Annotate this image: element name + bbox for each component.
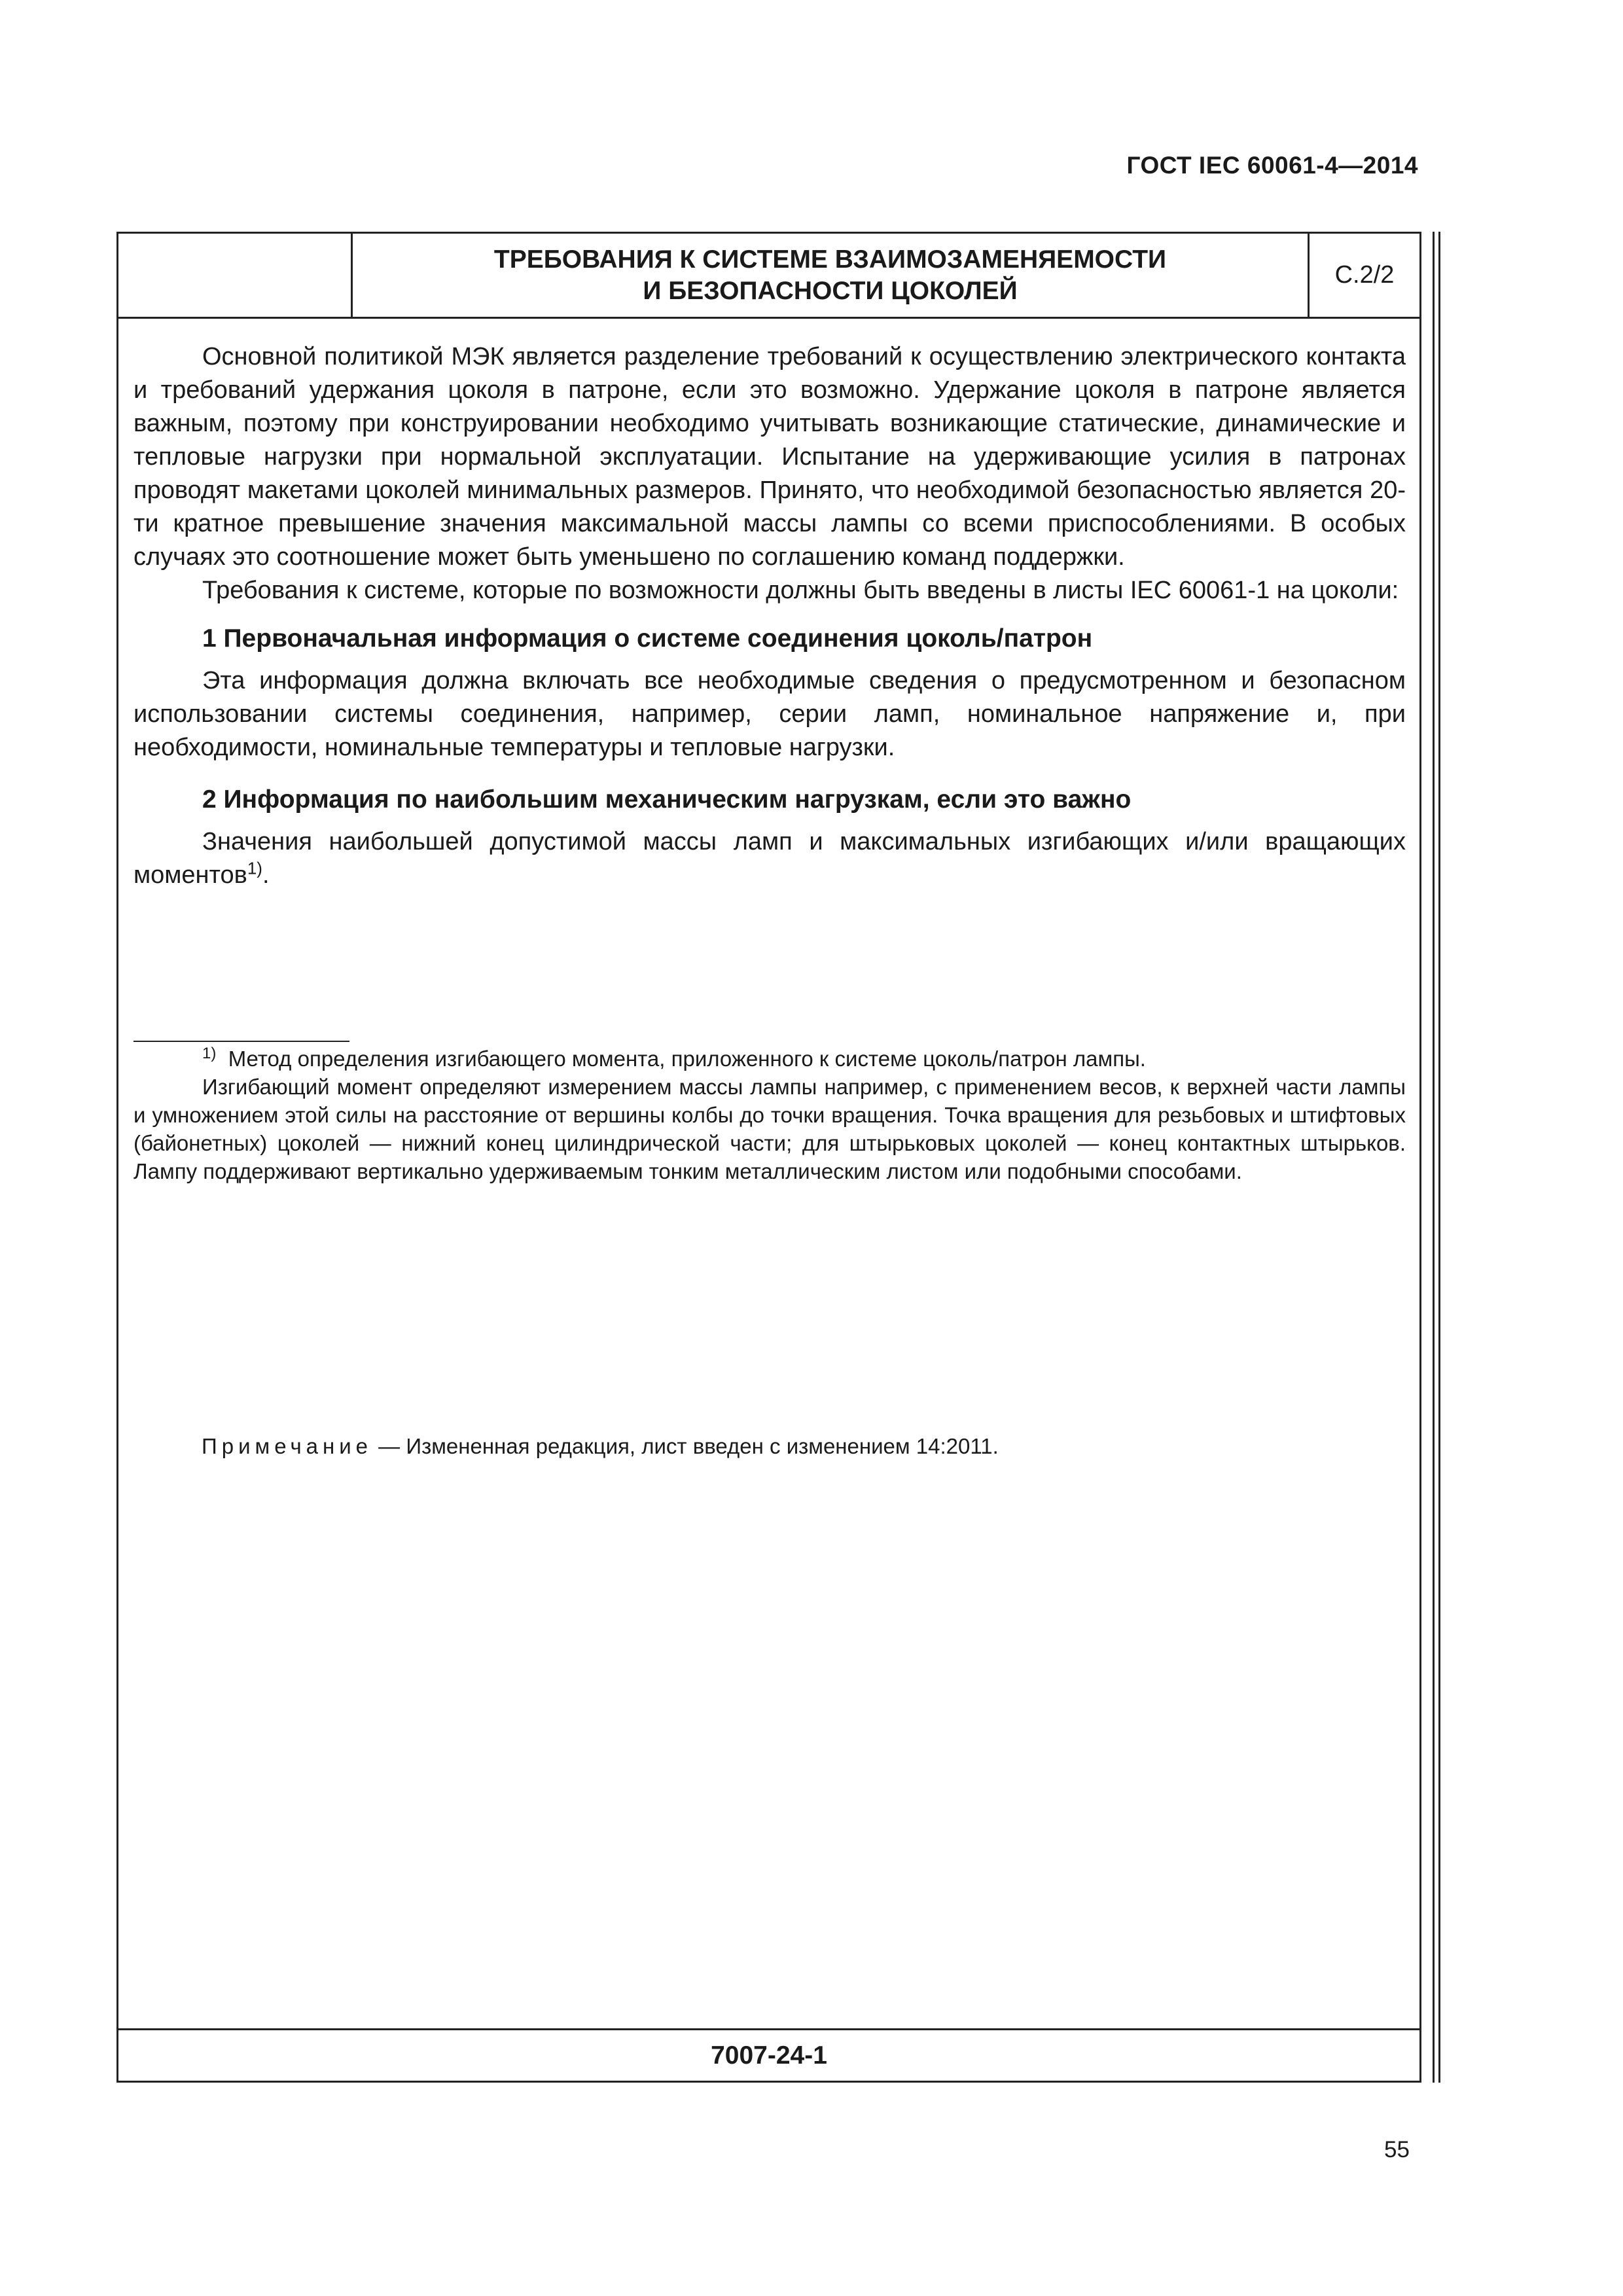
section-2-text-end: . [262,861,270,889]
header-empty-cell [118,234,353,317]
footnote-1 [134,1045,1406,1073]
sheet-number: 7007-24-1 [118,2028,1419,2081]
section-1-text: Эта информация должна включать все необходимые сведения о предусмотренном и безопасном использовании системы соединения, например, серии ламп, номинальное напряжение и, при необходимости, номинальные температуры и тепловые нагрузки. [134,667,1406,761]
sheet-body [134,340,1406,892]
section-1-title: 1 Первоначальная информация о системе соединения цоколь/патрон [202,624,1093,653]
sheet-header [118,234,1419,319]
sheet-title [353,234,1310,317]
footnote-1-detail: Изгибающий момент определяют измерением массы лампы например, с применением весов, к верхней части лампы и умножением этой силы на расстояние от вершины колбы до точки вращения. Точка вращения для резьбовых и штифтовых (байонетных) цоколей — нижний конец цилиндрической части; для штырьковых цоколей — конец контактных штырьков. Лампу поддерживают вертикально удерживаемым тонким металлическим листом или подобными способами. [134,1075,1406,1183]
footnote-1-text: Метод определения изгибающего момента, приложенного к системе цоколь/патрон лампы. [228,1047,1146,1071]
footnote-ref[interactable]: 1) [247,858,262,878]
footnotes [134,1045,1406,1185]
sheet-title-line1: ТРЕБОВАНИЯ К СИСТЕМЕ ВЗАИМОЗАМЕНЯЕМОСТИ [493,245,1167,274]
paragraph-requirements: Требования к системе, которые по возможности должны быть введены в листы IEC 60061-1 на цоколи: [202,577,1399,604]
sheet-title-line2: И БЕЗОПАСНОСТИ ЦОКОЛЕЙ [643,276,1018,305]
page-number: 55 [1384,2137,1410,2162]
paragraph-policy: Основной политикой МЭК является разделение требований к осуществлению электрического контакта и требований удержания цоколя в патроне, если это возможно. Удержание цоколя в патроне является важным, поэтому при конструировании необходимо учитывать возникающие статические, динамические и тепловые нагрузки при нормальной эксплуатации. Испытание на удерживающие усилия в патронах проводят макетами цоколей минимальных размеров. Принято, что необходимой безопасностью является 20-ти кратное превышение значения максимальной массы лампы со всеми приспособлениями. В особых случаях это соотношение может быть уменьшено по соглашению команд поддержки. [134,343,1406,571]
section-2-text-body: Значения наибольшей допустимой массы ламп и максимальных изгибающих и/или вращающих моментов [134,828,1406,889]
note-label: Примечание [202,1434,373,1458]
section-2-title: 2 Информация по наибольшим механическим нагрузкам, если это важно [202,785,1132,814]
document-id: ГОСТ IEC 60061-4—2014 [1126,152,1418,179]
sheet-code: С.2/2 [1334,261,1395,289]
section-2-text [134,825,1406,892]
frame-side-rule [1433,232,1435,2083]
frame-side-rule [1438,232,1440,2083]
note [202,1432,999,1460]
footnote-marker: 1) [202,1045,217,1062]
note-text: — Измененная редакция, лист введен с изменением 14:2011. [372,1434,999,1458]
footnote-separator [134,1041,349,1042]
